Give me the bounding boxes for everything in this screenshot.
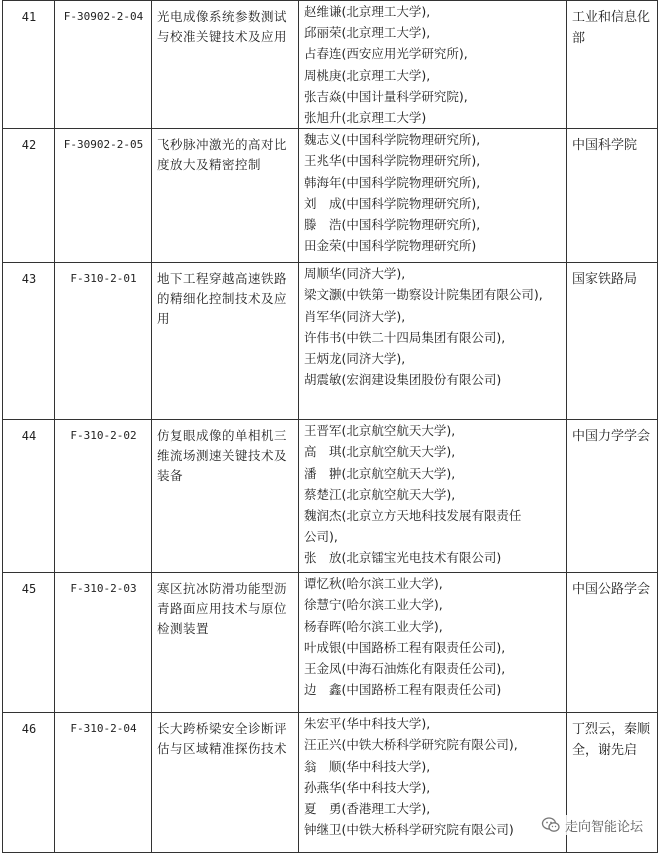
completer-name: 王金凤(中海石油炼化有限责任公司), xyxy=(304,661,506,677)
project-code: F-310-2-03 xyxy=(55,573,152,713)
completer-name: 谭忆秋(哈尔滨工业大学), xyxy=(304,576,443,592)
project-code: F-310-2-04 xyxy=(55,713,152,853)
awards-table xyxy=(2,0,658,853)
completer-name: 肖军华(同济大学), xyxy=(304,308,406,324)
completer-name: 边 鑫(中国路桥工程有限责任公司) xyxy=(304,682,502,698)
completer-name: 滕 浩(中国科学院物理研究所), xyxy=(304,217,481,233)
completer-name: 王兆华(中国科学院物理研究所), xyxy=(304,153,481,169)
completer-name: 占春连(西安应用光学研究所), xyxy=(304,46,468,62)
completer-name: 翁 顺(华中科技大学), xyxy=(304,758,431,774)
completer-name: 赵维谦(北京理工大学), xyxy=(304,4,431,19)
wechat-icon xyxy=(541,815,561,835)
completer-name: 汪正兴(中铁大桥科学研究院有限公司), xyxy=(304,737,518,753)
completer-name: 钟继卫(中铁大桥科学研究院有限公司) xyxy=(304,822,514,838)
completer-name: 周桃庚(北京理工大学), xyxy=(304,67,431,83)
project-title: 飞秒脉冲激光的高对比度放大及精密控制 xyxy=(152,129,299,263)
project-title: 长大跨桥梁安全诊断评估与区域精准探伤技术 xyxy=(152,713,299,853)
completer-name: 韩海年(中国科学院物理研究所), xyxy=(304,174,481,190)
completer-name: 王炳龙(同济大学), xyxy=(304,351,406,367)
completer-name: 许伟书(中铁二十四局集团有限公司), xyxy=(304,329,506,345)
awards-table-body xyxy=(3,1,658,853)
nominating-org: 丁烈云，秦顺全，谢先启 xyxy=(567,713,658,853)
row-number: 44 xyxy=(3,420,55,573)
project-code: F-30902-2-04 xyxy=(55,1,152,129)
completer-name: 夏 勇(香港理工大学), xyxy=(304,801,431,817)
completer-name: 魏润杰(北京立方天地科技发展有限责任 xyxy=(304,508,522,524)
completer-name: 杨春晖(哈尔滨工业大学), xyxy=(304,618,443,634)
completer-name: 梁文灏(中铁第一勘察设计院集团有限公司), xyxy=(304,287,543,303)
project-code: F-310-2-02 xyxy=(55,420,152,573)
completers-cell xyxy=(299,129,567,263)
row-number: 43 xyxy=(3,263,55,420)
table-row xyxy=(3,129,658,263)
row-number: 46 xyxy=(3,713,55,853)
completers-cell xyxy=(299,420,567,573)
table-row xyxy=(3,573,658,713)
project-title: 地下工程穿越高速铁路的精细化控制技术及应用 xyxy=(152,263,299,420)
completers-cell xyxy=(299,1,567,129)
completer-name: 孙燕华(华中科技大学), xyxy=(304,779,431,795)
nominating-org: 中国力学学会 xyxy=(567,420,658,573)
completer-name: 张旭升(北京理工大学) xyxy=(304,110,427,126)
nominating-org: 中国科学院 xyxy=(567,129,658,263)
table-row xyxy=(3,1,658,129)
project-title: 仿复眼成像的单相机三维流场测速关键技术及装备 xyxy=(152,420,299,573)
completer-name: 公司), xyxy=(304,529,338,545)
project-title: 寒区抗冰防滑功能型沥青路面应用技术与原位检测装置 xyxy=(152,573,299,713)
watermark-text: 走向智能论坛 xyxy=(564,819,643,835)
project-code: F-310-2-01 xyxy=(55,263,152,420)
completer-name: 高 琪(北京航空航天大学), xyxy=(304,444,456,460)
completer-name: 周顺华(同济大学), xyxy=(304,266,406,282)
completer-name: 王晋军(北京航空航天大学), xyxy=(304,423,456,439)
completer-name: 邱丽荣(北京理工大学), xyxy=(304,25,431,41)
completers-cell xyxy=(299,573,567,713)
row-number: 42 xyxy=(3,129,55,263)
row-number: 45 xyxy=(3,573,55,713)
nominating-org: 中国公路学会 xyxy=(567,573,658,713)
project-code: F-30902-2-05 xyxy=(55,129,152,263)
completer-name: 徐慧宁(哈尔滨工业大学), xyxy=(304,597,443,613)
project-title: 光电成像系统参数测试与校准关键技术及应用 xyxy=(152,1,299,129)
completer-name: 田金荣(中国科学院物理研究所) xyxy=(304,238,477,254)
table-row xyxy=(3,263,658,420)
table-row xyxy=(3,420,658,573)
completers-cell xyxy=(299,713,567,853)
completer-name: 蔡楚江(北京航空航天大学), xyxy=(304,486,456,502)
nominating-org: 国家铁路局 xyxy=(567,263,658,420)
completer-name: 胡震敏(宏润建设集团股份有限公司) xyxy=(304,372,502,388)
row-number: 41 xyxy=(3,1,55,129)
completer-name: 张吉焱(中国计量科学研究院), xyxy=(304,88,468,104)
nominating-org: 工业和信息化部 xyxy=(567,1,658,129)
completer-name: 刘 成(中国科学院物理研究所), xyxy=(304,195,481,211)
completer-name: 朱宏平(华中科技大学), xyxy=(304,716,431,732)
completer-name: 叶成银(中国路桥工程有限责任公司), xyxy=(304,639,506,655)
completer-name: 魏志义(中国科学院物理研究所), xyxy=(304,132,481,148)
completer-name: 张 放(北京镭宝光电技术有限公司) xyxy=(304,550,502,566)
completer-name: 潘 翀(北京航空航天大学), xyxy=(304,465,456,481)
completers-cell xyxy=(299,263,567,420)
watermark xyxy=(539,815,645,835)
